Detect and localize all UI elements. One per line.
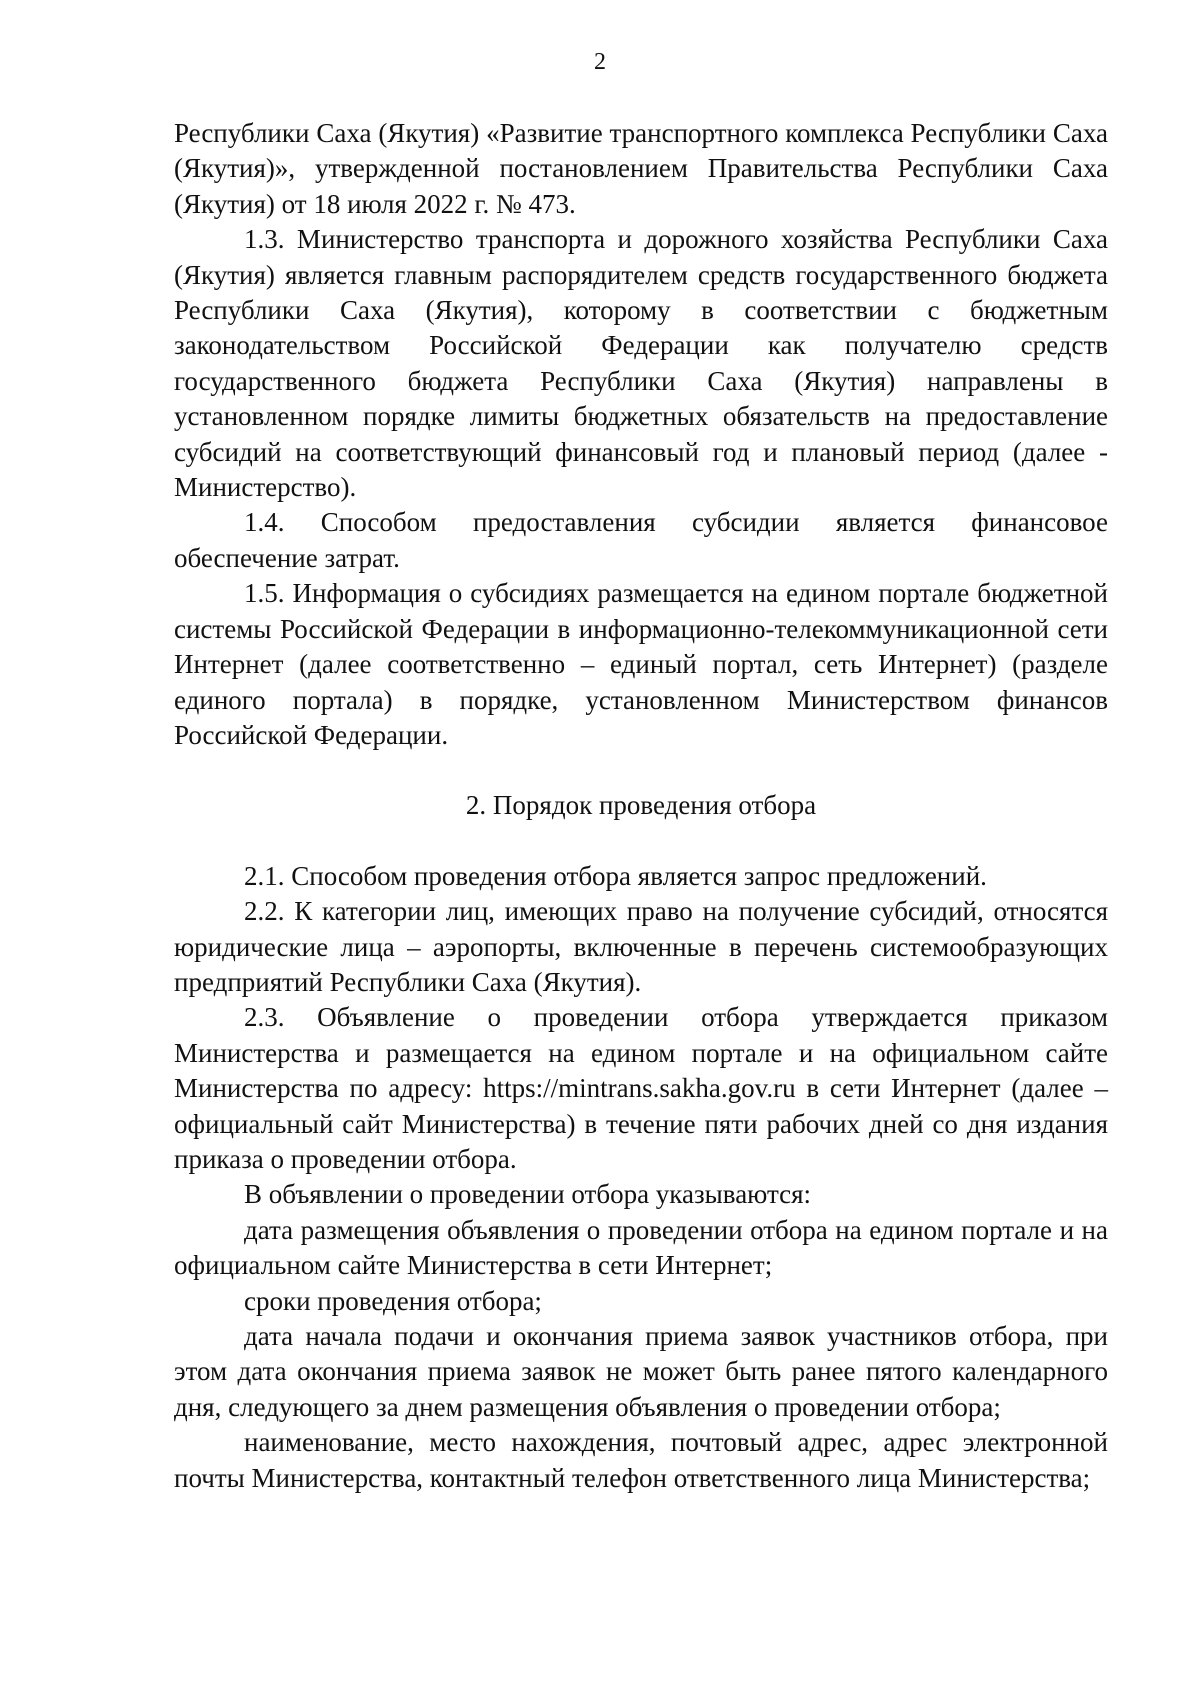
paragraph-announcement-intro: В объявлении о проведении отбора указываются: (244, 1179, 812, 1210)
paragraph-2-2: 2.2. К категории лиц, имеющих право на получение субсидий, относятся юридические лица – аэропорты, включенные в перечень системообразующих предприятий Республики Саха (Якутия). (174, 896, 1108, 997)
page-number: 2 (594, 49, 606, 75)
paragraph-1-3: 1.3. Министерство транспорта и дорожного хозяйства Республики Саха (Якутия) является главным распорядителем средств государственного бюджета Республики Саха (Якутия), которому в соответствии с бюджетным законодательством Российской Федерации как получателю средств государственного бюджета Республики Саха (Якутия) направлены в установленном порядке лимиты бюджетных обязательств на предоставление субсидий на соответствующий финансовый год и плановый период (далее - Министерство). (174, 224, 1108, 503)
paragraph-1-4: 1.4. Способом предоставления субсидии является финансовое обеспечение затрат. (174, 507, 1108, 573)
list-item: дата размещения объявления о проведении отбора на едином портале и на официальном сайте Министерства в сети Интернет; (174, 1214, 1108, 1281)
section-heading: 2. Порядок проведения отбора (465, 790, 817, 821)
list-item: сроки проведения отбора; (244, 1285, 542, 1316)
list-item: дата начала подачи и окончания приема заявок участников отбора, при этом дата окончания приема заявок не может быть ранее пятого календарного дня, следующего за днем размещения объявления о проведении отбора; (174, 1321, 1108, 1422)
paragraph-continuation: Республики Саха (Якутия) «Развитие транспортного комплекса Республики Саха (Якутия)», утвержденной постановлением Правительства Республики Саха (Якутия) от 18 июля 2022 г. № 473. (174, 118, 1108, 219)
paragraph-2-1: 2.1. Способом проведения отбора является запрос предложений. (244, 860, 987, 891)
paragraph-1-5: 1.5. Информация о субсидиях размещается на едином портале бюджетной системы Российской Федерации в информационно-телекоммуникационной сети Интернет (далее соответственно – единый портал, сеть Интернет) (разделе единого портала) в порядке, установленном Министерством финансов Российской Федерации. (174, 578, 1108, 750)
paragraph-2-3: 2.3. Объявление о проведении отбора утверждается приказом Министерства и размещается на едином портале и на официальном сайте Министерства по адресу: https://mintrans.sakha.gov.ru в сети Интернет (далее – официальный сайт Министерства) в течение пяти рабочих дней со дня издания приказа о проведении отбора. (174, 1002, 1108, 1174)
document-body (174, 116, 1108, 1496)
list-item: наименование, место нахождения, почтовый адрес, адрес электронной почты Министерства, контактный телефон ответственного лица Министерства; (174, 1427, 1108, 1493)
